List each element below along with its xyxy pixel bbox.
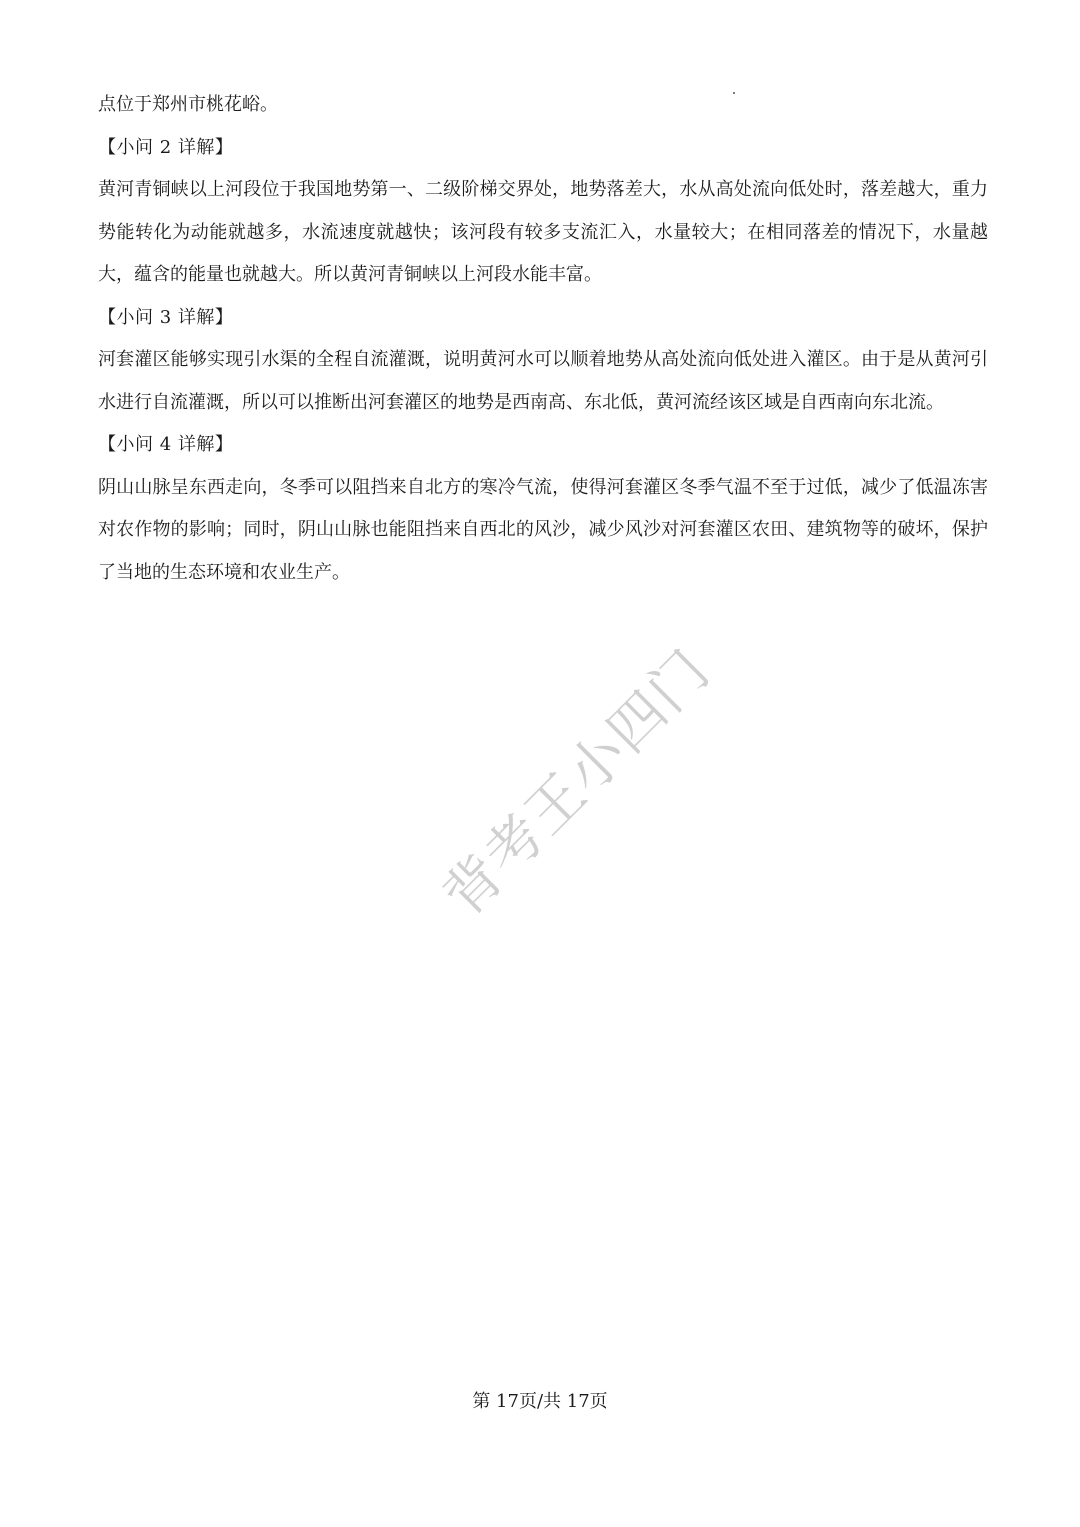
section-q2 (98, 127, 988, 297)
page-number-footer: 第 17页/共 17页 (472, 1391, 608, 1412)
section-body: 黄河青铜峡以上河段位于我国地势第一、二级阶梯交界处，地势落差大，水从高处流向低处时，落差越大，重力势能转化为动能就越多，水流速度就越快；该河段有较多支流汇入，水量较大；在相同落差的情况下，水量越大，蕴含的能量也就越大。所以黄河青铜峡以上河段水能丰富。 (98, 179, 988, 285)
section-q4 (98, 424, 988, 594)
page-content (98, 84, 988, 594)
section-q3 (98, 297, 988, 425)
section-heading: 【小问 4 详解】 (98, 434, 234, 455)
section-body: 阴山山脉呈东西走向，冬季可以阻挡来自北方的寒冷气流，使得河套灌区冬季气温不至于过低，减少了低温冻害对农作物的影响；同时，阴山山脉也能阻挡来自西北的风沙，减少风沙对河套灌区农田、建筑物等的破坏，保护了当地的生态环境和农业生产。 (98, 476, 988, 583)
intro-line: 点位于郑州市桃花峪。 (98, 94, 278, 115)
section-heading: 【小问 3 详解】 (98, 306, 234, 328)
section-heading: 【小问 2 详解】 (98, 136, 234, 158)
watermark: 背考王小四门 (431, 637, 724, 930)
section-body: 河套灌区能够实现引水渠的全程自流灌溉，说明黄河水可以顺着地势从高处流向低处进入灌区。由于是从黄河引水进行自流灌溉，所以可以推断出河套灌区的地势是西南高、东北低，黄河流经该区域是自西南向东北流。 (98, 349, 988, 413)
